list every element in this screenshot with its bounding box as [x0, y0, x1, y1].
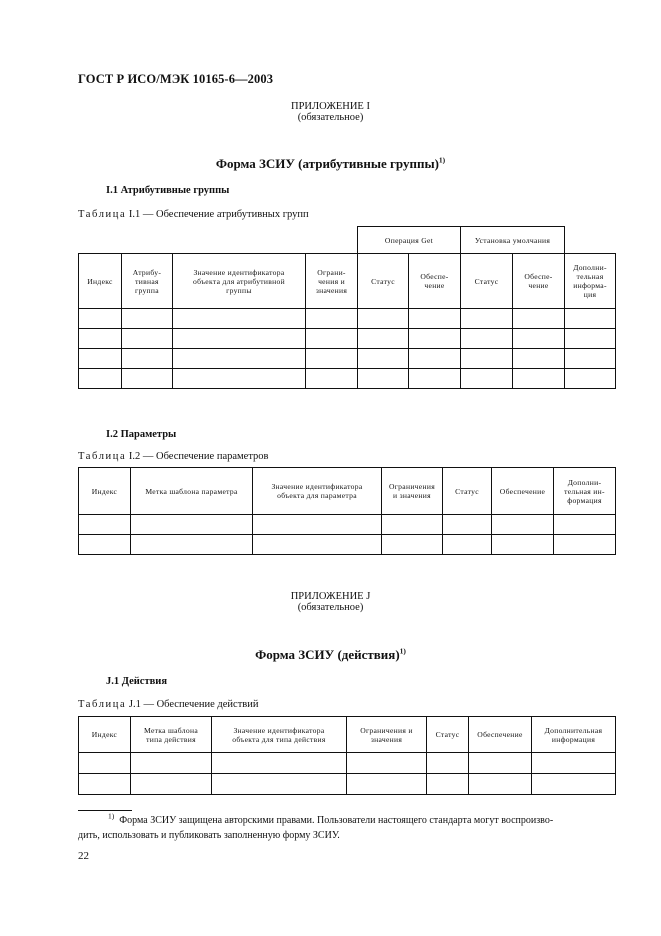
table-header-cell: Статус — [427, 717, 469, 753]
table-header-cell: Дополни- тельная ин- формация — [554, 468, 616, 515]
table-header-cell: Метка шаблона типа действия — [131, 717, 212, 753]
footnote-ref: 1) — [438, 155, 446, 165]
table-header-cell: Метка шаблона параметра — [131, 468, 253, 515]
appendix-note: (обязательное) — [297, 602, 364, 613]
table-actions — [78, 716, 616, 795]
table-header-row — [79, 717, 616, 753]
table-row — [79, 535, 616, 555]
table-header-cell: Статус — [461, 254, 513, 309]
table-row — [79, 515, 616, 535]
table-header-cell: Обеспечение — [469, 717, 532, 753]
footnote-ref: 1) — [399, 646, 406, 656]
table-row — [79, 774, 616, 795]
table-blank-cell — [565, 227, 616, 254]
table-header-cell: Атрибу- тивная группа — [122, 254, 173, 309]
table-header-cell: Обеспе- чение — [513, 254, 565, 309]
table-header-cell: Ограни- чения и значения — [306, 254, 358, 309]
subsection-heading: I.1 Атрибутивные группы — [106, 185, 230, 196]
table-caption — [78, 699, 259, 710]
footnote — [78, 813, 618, 843]
table-header-cell: Дополнительная информация — [532, 717, 616, 753]
table-header-cell: Статус — [358, 254, 409, 309]
table-group-header-row — [79, 227, 616, 254]
table-caption-prefix: Таблица — [78, 451, 127, 462]
table-header-cell: Статус — [443, 468, 492, 515]
table-caption-text: I.1 — Обеспечение атрибутивных групп — [126, 209, 309, 220]
appendix-note: (обязательное) — [297, 112, 364, 123]
table-header-cell: Ограничения и значения — [347, 717, 427, 753]
table-row — [79, 349, 616, 369]
document-header: ГОСТ Р ИСО/МЭК 10165-6—2003 — [78, 72, 274, 86]
table-header-cell: Значение идентификатора объекта для атрибутивной группы — [173, 254, 306, 309]
table-group-header: Установка умолчания — [461, 227, 565, 254]
table-row — [79, 329, 616, 349]
table-header-cell: Значение идентификатора объекта для параметра — [253, 468, 382, 515]
subsection-heading: J.1 Действия — [106, 676, 168, 687]
subsection-heading: I.2 Параметры — [106, 429, 177, 440]
table-header-cell: Значение идентификатора объекта для типа действия — [212, 717, 347, 753]
table-row — [79, 369, 616, 389]
table-header-cell: Обеспе- чение — [409, 254, 461, 309]
page-number: 22 — [78, 850, 89, 862]
table-blank-cell — [79, 227, 358, 254]
footnote-marker: 1) — [108, 811, 115, 821]
footnote-text: Форма ЗСИУ защищена авторскими правами. Пользователи настоящего стандарта могут воспроизво- — [119, 815, 554, 826]
table-attribute-groups — [78, 226, 616, 389]
footnote-divider — [78, 810, 132, 811]
footnote-line — [78, 813, 618, 828]
table-header-cell: Ограничения и значения — [382, 468, 443, 515]
table-caption-prefix: Таблица — [78, 209, 127, 220]
table-caption-prefix: Таблица — [78, 699, 127, 710]
table-header-row — [79, 468, 616, 515]
table-header-cell: Индекс — [79, 717, 131, 753]
table-group-header: Операция Get — [358, 227, 461, 254]
appendix-title-text: Форма ЗСИУ (атрибутивные группы) — [215, 156, 439, 171]
table-header-cell: Индекс — [79, 254, 122, 309]
table-parameters — [78, 467, 616, 555]
appendix-label: ПРИЛОЖЕНИЕ J — [290, 591, 371, 602]
table-header-cell: Обеспечение — [492, 468, 554, 515]
appendix-title-text: Форма ЗСИУ (действия) — [255, 647, 400, 662]
table-caption-text: J.1 — Обеспечение действий — [126, 699, 259, 710]
table-row — [79, 309, 616, 329]
footnote-line: дить, использовать и публиковать заполненную форму ЗСИУ. — [78, 830, 340, 841]
appendix-title — [0, 155, 661, 171]
appendix-label: ПРИЛОЖЕНИЕ I — [291, 101, 370, 112]
table-header-cell: Дополни- тельная информа- ция — [565, 254, 616, 309]
appendix-title — [0, 646, 661, 662]
table-header-row — [79, 254, 616, 309]
table-row — [79, 753, 616, 774]
table-caption — [78, 451, 269, 462]
table-caption-text: I.2 — Обеспечение параметров — [126, 451, 269, 462]
table-caption — [78, 209, 309, 220]
table-header-cell: Индекс — [79, 468, 131, 515]
